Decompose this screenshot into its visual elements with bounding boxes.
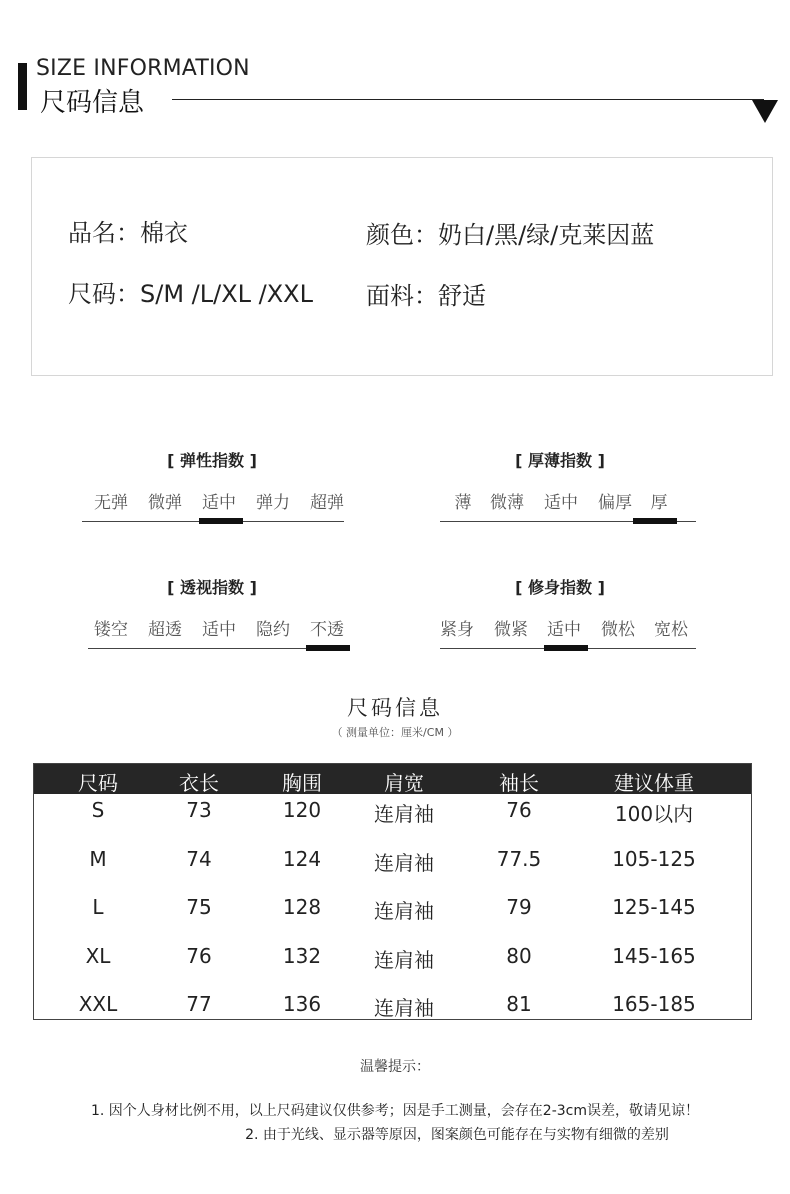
transparency-index-title: [ 透视指数 ] — [167, 578, 257, 597]
cell-chest: 124 — [282, 847, 322, 871]
header-cell-sleeve: 袖长 — [499, 771, 539, 795]
thickness-index-title: [ 厚薄指数 ] — [515, 451, 605, 470]
cell-weight: 100以内 — [614, 802, 694, 826]
product-info-box — [31, 157, 773, 376]
thickness-option: 微薄 — [490, 493, 524, 513]
thickness-option: 适中 — [544, 493, 578, 513]
transparency-option: 超透 — [148, 620, 182, 640]
transparency-option: 不透 — [310, 620, 344, 640]
size-table — [33, 763, 752, 1020]
cell-weight: 165-185 — [612, 992, 696, 1016]
fit-option: 宽松 — [654, 620, 688, 640]
cell-chest: 128 — [282, 895, 322, 919]
table-row — [34, 847, 751, 877]
cell-sleeve: 79 — [506, 895, 532, 919]
product-color-value: 奶白/黑/绿/克莱因蓝 — [438, 221, 655, 249]
thickness-index — [410, 448, 710, 538]
cell-shoulder: 连肩袖 — [374, 802, 434, 826]
elasticity-option: 超弹 — [310, 493, 344, 513]
fit-option: 紧身 — [440, 620, 474, 640]
size-table-unit-note: （ 测量单位：厘米/CM ） — [331, 726, 459, 739]
header-cell-chest: 胸围 — [282, 771, 322, 795]
elasticity-option: 适中 — [202, 493, 236, 513]
cell-length: 76 — [186, 944, 212, 968]
elasticity-index-title: [ 弹性指数 ] — [167, 451, 257, 470]
note-line-2: 2. 由于光线、显示器等原因，图案颜色可能存在与实物有细微的差别 — [245, 1127, 669, 1143]
header-cell-shoulder: 肩宽 — [384, 771, 424, 795]
product-name-label: 品名： — [68, 219, 140, 247]
cell-shoulder: 连肩袖 — [374, 899, 434, 923]
size-table-title: 尺码信息 — [347, 696, 443, 720]
elasticity-selected-marker — [199, 518, 243, 524]
size-table-header — [34, 764, 751, 794]
cell-chest: 120 — [282, 798, 322, 822]
product-color-label: 颜色： — [366, 221, 438, 249]
cell-size: XXL — [78, 992, 118, 1016]
fit-index-title: [ 修身指数 ] — [515, 578, 605, 597]
cell-length: 74 — [186, 847, 212, 871]
cell-sleeve: 80 — [506, 944, 532, 968]
fit-index — [410, 575, 710, 665]
product-fabric-value: 舒适 — [438, 282, 486, 310]
thickness-option: 厚 — [650, 493, 668, 513]
thickness-option: 薄 — [454, 493, 472, 513]
thickness-option: 偏厚 — [598, 493, 632, 513]
cell-size: M — [89, 847, 107, 871]
fit-option: 适中 — [547, 620, 581, 640]
cell-shoulder: 连肩袖 — [374, 851, 434, 875]
cell-sleeve: 77.5 — [496, 847, 542, 871]
header-cell-size: 尺码 — [78, 771, 118, 795]
header-cell-weight: 建议体重 — [614, 771, 694, 795]
product-fabric-label: 面料： — [366, 282, 438, 310]
cell-shoulder: 连肩袖 — [374, 996, 434, 1020]
product-name — [68, 213, 188, 248]
table-row — [34, 895, 751, 925]
cell-length: 77 — [186, 992, 212, 1016]
cell-length: 73 — [186, 798, 212, 822]
product-name-value: 棉衣 — [140, 219, 188, 247]
transparency-option: 适中 — [202, 620, 236, 640]
elasticity-option: 无弹 — [94, 493, 128, 513]
fit-option: 微紧 — [494, 620, 528, 640]
cell-length: 75 — [186, 895, 212, 919]
cell-size: S — [91, 798, 105, 822]
cell-weight: 145-165 — [612, 944, 696, 968]
cell-sleeve: 76 — [506, 798, 532, 822]
cell-sleeve: 81 — [506, 992, 532, 1016]
transparency-option: 隐约 — [256, 620, 290, 640]
header-title-cn: 尺码信息 — [40, 88, 145, 118]
header-cell-length: 衣长 — [179, 771, 219, 795]
product-size — [68, 274, 313, 309]
cell-size: L — [92, 895, 104, 919]
cell-chest: 136 — [282, 992, 322, 1016]
notes-title: 温馨提示： — [360, 1059, 430, 1075]
cell-shoulder: 连肩袖 — [374, 948, 434, 972]
header-title-en: SIZE INFORMATION — [36, 56, 250, 81]
product-fabric — [366, 276, 486, 311]
header-accent-bar — [18, 63, 27, 110]
elasticity-option: 微弹 — [148, 493, 182, 513]
header-divider — [172, 99, 764, 100]
fit-selected-marker — [544, 645, 588, 651]
product-size-value: S/M /L/XL /XXL — [140, 280, 313, 308]
product-size-label: 尺码： — [68, 280, 140, 308]
cell-weight: 125-145 — [612, 895, 696, 919]
note-line-1: 1. 因个人身材比例不用，以上尺码建议仅供参考；因是手工测量，会存在2-3cm误差，敬请见谅！ — [90, 1103, 699, 1119]
table-row — [34, 992, 751, 1020]
cell-chest: 132 — [282, 944, 322, 968]
thickness-selected-marker — [633, 518, 677, 524]
cell-weight: 105-125 — [612, 847, 696, 871]
transparency-index — [62, 575, 362, 665]
triangle-down-icon — [752, 100, 778, 123]
transparency-selected-marker — [306, 645, 350, 651]
elasticity-option: 弹力 — [256, 493, 290, 513]
elasticity-index — [62, 448, 362, 538]
cell-size: XL — [85, 944, 111, 968]
transparency-option: 镂空 — [94, 620, 128, 640]
table-row — [34, 798, 751, 828]
table-row — [34, 944, 751, 974]
fit-option: 微松 — [601, 620, 635, 640]
product-color — [366, 215, 654, 250]
